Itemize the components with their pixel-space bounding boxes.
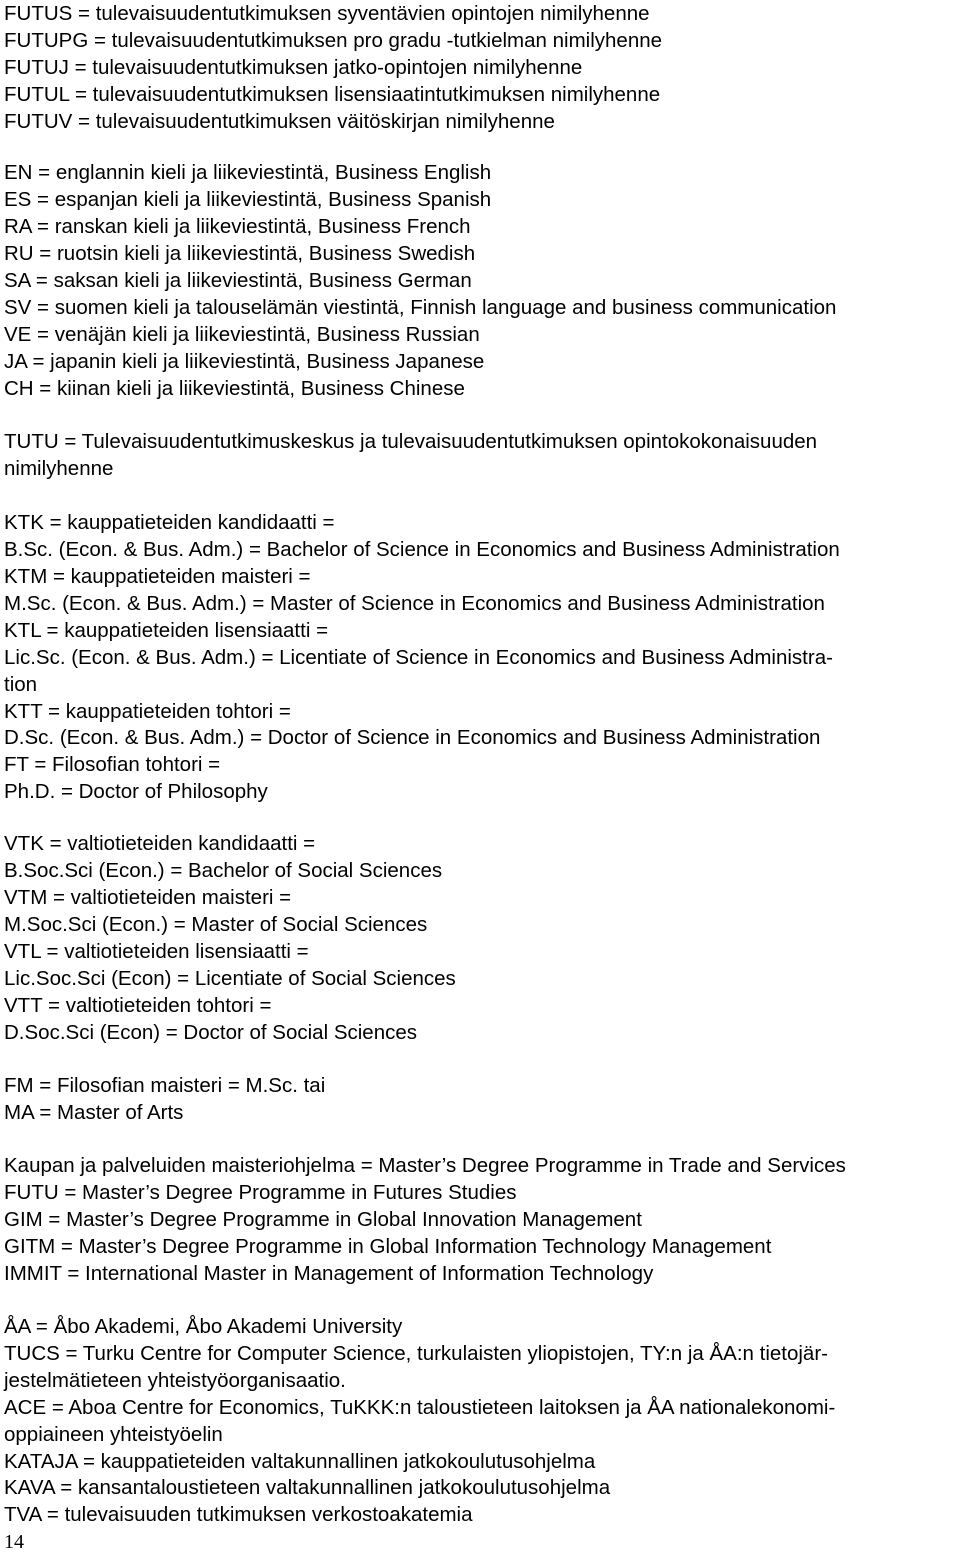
text-line: M.Soc.Sci (Econ.) = Master of Social Sciences [4,913,428,936]
text-line: M.Sc. (Econ. & Bus. Adm.) = Master of Science in Economics and Business Administration [4,592,825,615]
text-line: VTM = valtiotieteiden maisteri = [4,886,292,909]
text-line: FUTU = Master’s Degree Programme in Futures Studies [4,1181,517,1204]
text-line: D.Soc.Sci (Econ) = Doctor of Social Sciences [4,1021,418,1044]
text-line: FUTUL = tulevaisuudentutkimuksen lisensiaatintutkimuksen nimilyhenne [4,83,661,106]
text-line: ACE = Aboa Centre for Economics, TuKKK:n taloustieteen laitoksen ja ÅA nationalekonomi- [4,1396,836,1419]
text-line: KTT = kauppatieteiden tohtori = [4,700,291,723]
text-line: Lic.Soc.Sci (Econ) = Licentiate of Social Sciences [4,967,456,990]
text-line: Lic.Sc. (Econ. & Bus. Adm.) = Licentiate of Science in Economics and Business Administra- [4,646,833,669]
text-line: SA = saksan kieli ja liikeviestintä, Business German [4,269,472,292]
text-line: Kaupan ja palveluiden maisteriohjelma = Master’s Degree Programme in Trade and Services [4,1154,846,1177]
text-line: VTT = valtiotieteiden tohtori = [4,994,272,1017]
text-line: JA = japanin kieli ja liikeviestintä, Business Japanese [4,350,485,373]
text-line: VTL = valtiotieteiden lisensiaatti = [4,940,309,963]
text-line: TUTU = Tulevaisuudentutkimuskeskus ja tulevaisuudentutkimuksen opintokokonaisuuden [4,430,818,453]
text-line: nimilyhenne [4,457,114,480]
text-line: RU = ruotsin kieli ja liikeviestintä, Business Swedish [4,242,476,265]
text-line: ÅA = Åbo Akademi, Åbo Akademi University [4,1315,403,1338]
text-line: tion [4,673,38,696]
text-line: KTM = kauppatieteiden maisteri = [4,565,311,588]
text-line: GIM = Master’s Degree Programme in Global Innovation Management [4,1208,642,1231]
text-line: SV = suomen kieli ja talouselämän viestintä, Finnish language and business communication [4,296,837,319]
text-line: KATAJA = kauppatieteiden valtakunnallinen jatkokoulutusohjelma [4,1450,596,1473]
text-line: B.Soc.Sci (Econ.) = Bachelor of Social Sciences [4,859,443,882]
page-number: 14 [4,1531,24,1553]
text-line: KTK = kauppatieteiden kandidaatti = [4,511,335,534]
text-line: D.Sc. (Econ. & Bus. Adm.) = Doctor of Science in Economics and Business Administration [4,726,821,749]
text-line: FUTUS = tulevaisuudentutkimuksen syventävien opintojen nimilyhenne [4,2,650,25]
text-line: IMMIT = International Master in Management of Information Technology [4,1262,654,1285]
text-line: Ph.D. = Doctor of Philosophy [4,780,268,803]
text-line: VE = venäjän kieli ja liikeviestintä, Business Russian [4,323,480,346]
text-line: ES = espanjan kieli ja liikeviestintä, Business Spanish [4,188,492,211]
text-line: jestelmätieteen yhteistyöorganisaatio. [4,1369,346,1392]
text-line: CH = kiinan kieli ja liikeviestintä, Business Chinese [4,377,465,400]
text-line: TUCS = Turku Centre for Computer Science, turkulaisten yliopistojen, TY:n ja ÅA:n tietojär- [4,1342,828,1365]
text-line: oppiaineen yhteistyöelin [4,1423,223,1446]
text-line: RA = ranskan kieli ja liikeviestintä, Business French [4,215,471,238]
text-line: GITM = Master’s Degree Programme in Global Information Technology Management [4,1235,772,1258]
text-line: FUTUPG = tulevaisuudentutkimuksen pro gradu -tutkielman nimilyhenne [4,29,663,52]
text-line: VTK = valtiotieteiden kandidaatti = [4,832,316,855]
text-line: FM = Filosofian maisteri = M.Sc. tai [4,1074,326,1097]
text-line: TVA = tulevaisuuden tutkimuksen verkostoakatemia [4,1503,473,1526]
text-line: KAVA = kansantaloustieteen valtakunnallinen jatkokoulutusohjelma [4,1476,611,1499]
text-line: FT = Filosofian tohtori = [4,753,221,776]
text-line: KTL = kauppatieteiden lisensiaatti = [4,619,329,642]
text-line: FUTUV = tulevaisuudentutkimuksen väitöskirjan nimilyhenne [4,110,555,133]
text-line: B.Sc. (Econ. & Bus. Adm.) = Bachelor of Science in Economics and Business Administration [4,538,840,561]
text-line: MA = Master of Arts [4,1101,184,1124]
text-line: EN = englannin kieli ja liikeviestintä, Business English [4,161,492,184]
text-line: FUTUJ = tulevaisuudentutkimuksen jatko-opintojen nimilyhenne [4,56,583,79]
